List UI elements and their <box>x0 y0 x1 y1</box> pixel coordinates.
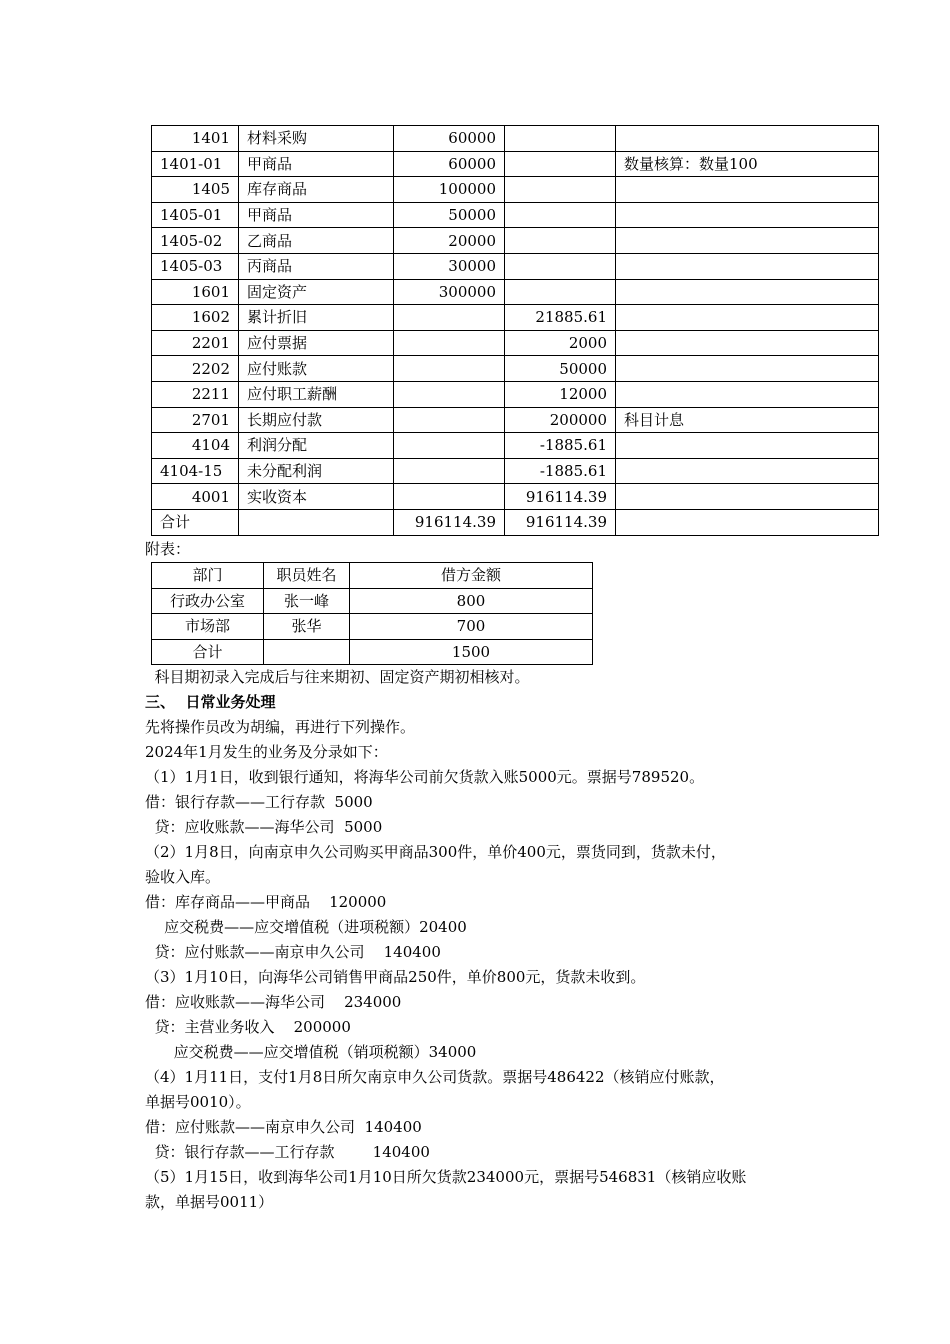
credit-amount-cell <box>505 177 616 203</box>
text-line: 贷：主营业务收入 200000 <box>145 1018 351 1036</box>
header-employee-name: 职员姓名 <box>264 563 350 589</box>
debit-amount-cell <box>394 356 505 382</box>
account-code-cell: 1405-02 <box>152 228 239 254</box>
debit-amount-cell: 700 <box>350 614 593 640</box>
account-code-cell: 2211 <box>152 381 239 407</box>
balance-row <box>152 356 879 382</box>
attachment-table <box>151 562 593 665</box>
debit-amount-cell <box>394 407 505 433</box>
account-name-cell <box>239 509 394 535</box>
debit-amount-cell <box>394 381 505 407</box>
credit-amount-cell: 916114.39 <box>505 484 616 510</box>
employee-name-cell: 张华 <box>264 614 350 640</box>
note-cell <box>616 279 879 305</box>
text-line: 验收入库。 <box>145 868 221 886</box>
text-line: 2024年1月发生的业务及分录如下： <box>145 743 388 761</box>
balance-row <box>152 279 879 305</box>
debit-amount-cell <box>394 330 505 356</box>
note-cell <box>616 126 879 152</box>
text-line: 贷：应收账款——海华公司 5000 <box>145 818 383 836</box>
note-cell <box>616 509 879 535</box>
text-line: 贷：银行存款——工行存款 140400 <box>145 1143 430 1161</box>
credit-amount-cell <box>505 126 616 152</box>
credit-amount-cell: -1885.61 <box>505 433 616 459</box>
text-line: 借：库存商品——甲商品 120000 <box>145 893 387 911</box>
note-cell <box>616 305 879 331</box>
credit-amount-cell: 200000 <box>505 407 616 433</box>
account-code-cell: 2201 <box>152 330 239 356</box>
debit-amount-cell: 800 <box>350 588 593 614</box>
credit-amount-cell: -1885.61 <box>505 458 616 484</box>
credit-amount-cell <box>505 202 616 228</box>
note-cell <box>616 202 879 228</box>
credit-amount-cell: 50000 <box>505 356 616 382</box>
credit-amount-cell <box>505 253 616 279</box>
account-code-cell: 1405-01 <box>152 202 239 228</box>
account-name-cell: 甲商品 <box>239 151 394 177</box>
text-line: 单据号0010）。 <box>145 1093 251 1111</box>
account-code-cell: 1602 <box>152 305 239 331</box>
account-code-cell: 4104-15 <box>152 458 239 484</box>
text-line: 科目期初录入完成后与往来期初、固定资产期初相核对。 <box>145 668 530 686</box>
account-code-cell: 4104 <box>152 433 239 459</box>
balance-row <box>152 151 879 177</box>
note-cell <box>616 381 879 407</box>
account-name-cell: 丙商品 <box>239 253 394 279</box>
debit-amount-cell: 60000 <box>394 151 505 177</box>
employee-name-cell: 张一峰 <box>264 588 350 614</box>
account-code-cell: 2202 <box>152 356 239 382</box>
header-debit-amount: 借方金额 <box>350 563 593 589</box>
debit-amount-cell: 1500 <box>350 639 593 665</box>
debit-amount-cell: 50000 <box>394 202 505 228</box>
credit-amount-cell: 21885.61 <box>505 305 616 331</box>
account-name-cell: 应付账款 <box>239 356 394 382</box>
text-line: 款，单据号0011） <box>145 1193 274 1211</box>
credit-amount-cell <box>505 279 616 305</box>
balance-row <box>152 228 879 254</box>
balance-row <box>152 305 879 331</box>
account-name-cell: 材料采购 <box>239 126 394 152</box>
opening-balance-table-body <box>152 126 879 536</box>
account-name-cell: 甲商品 <box>239 202 394 228</box>
attachment-row <box>152 639 593 665</box>
department-cell: 市场部 <box>152 614 264 640</box>
account-code-cell: 合计 <box>152 509 239 535</box>
department-cell: 行政办公室 <box>152 588 264 614</box>
balance-row <box>152 433 879 459</box>
note-cell: 数量核算：数量100 <box>616 151 879 177</box>
attachment-row <box>152 614 593 640</box>
credit-amount-cell <box>505 228 616 254</box>
balance-row <box>152 253 879 279</box>
attachment-row <box>152 588 593 614</box>
employee-name-cell <box>264 639 350 665</box>
debit-amount-cell: 100000 <box>394 177 505 203</box>
debit-amount-cell: 20000 <box>394 228 505 254</box>
balance-row <box>152 381 879 407</box>
business-text <box>145 665 845 1215</box>
note-cell: 科目计息 <box>616 407 879 433</box>
credit-amount-cell: 12000 <box>505 381 616 407</box>
text-line: （2）1月8日，向南京申久公司购买甲商品300件，单价400元，票货同到，货款未付， <box>145 843 726 861</box>
account-name-cell: 未分配利润 <box>239 458 394 484</box>
text-line: 借：银行存款——工行存款 5000 <box>145 793 373 811</box>
account-name-cell: 应付票据 <box>239 330 394 356</box>
balance-row <box>152 177 879 203</box>
attachment-header-row <box>152 563 593 589</box>
debit-amount-cell <box>394 305 505 331</box>
text-line: （1）1月1日，收到银行通知，将海华公司前欠货款入账5000元。票据号789520。 <box>145 768 705 786</box>
balance-row <box>152 484 879 510</box>
debit-amount-cell <box>394 458 505 484</box>
balance-row <box>152 458 879 484</box>
debit-amount-cell: 916114.39 <box>394 509 505 535</box>
debit-amount-cell: 60000 <box>394 126 505 152</box>
text-line: 先将操作员改为胡编，再进行下列操作。 <box>145 718 416 736</box>
account-name-cell: 应付职工薪酬 <box>239 381 394 407</box>
note-cell <box>616 458 879 484</box>
text-line: 贷：应付账款——南京申久公司 140400 <box>145 943 441 961</box>
balance-row <box>152 126 879 152</box>
balance-row <box>152 509 879 535</box>
note-cell <box>616 253 879 279</box>
note-cell <box>616 484 879 510</box>
text-line: 应交税费——应交增值税（进项税额）20400 <box>145 918 467 936</box>
credit-amount-cell <box>505 151 616 177</box>
attachment-label: 附表： <box>145 540 191 558</box>
account-name-cell: 利润分配 <box>239 433 394 459</box>
account-name-cell: 固定资产 <box>239 279 394 305</box>
note-cell <box>616 356 879 382</box>
text-line: 借：应收账款——海华公司 234000 <box>145 993 402 1011</box>
text-line: （5）1月15日，收到海华公司1月10日所欠货款234000元，票据号546831（核销应收账 <box>145 1168 747 1186</box>
account-name-cell: 实收资本 <box>239 484 394 510</box>
note-cell <box>616 330 879 356</box>
account-code-cell: 2701 <box>152 407 239 433</box>
account-code-cell: 1601 <box>152 279 239 305</box>
balance-row <box>152 330 879 356</box>
account-name-cell: 乙商品 <box>239 228 394 254</box>
credit-amount-cell: 916114.39 <box>505 509 616 535</box>
text-line: 借：应付账款——南京申久公司 140400 <box>145 1118 422 1136</box>
debit-amount-cell: 300000 <box>394 279 505 305</box>
account-name-cell: 累计折旧 <box>239 305 394 331</box>
account-code-cell: 1405 <box>152 177 239 203</box>
account-name-cell: 库存商品 <box>239 177 394 203</box>
attachment-table-body <box>152 588 593 665</box>
balance-row <box>152 202 879 228</box>
text-line: （4）1月11日，支付1月8日所欠南京申久公司货款。票据号486422（核销应付账款， <box>145 1068 725 1086</box>
opening-balance-table <box>151 125 879 536</box>
section-heading: 三、 日常业务处理 <box>145 693 276 711</box>
debit-amount-cell: 30000 <box>394 253 505 279</box>
account-code-cell: 1405-03 <box>152 253 239 279</box>
credit-amount-cell: 2000 <box>505 330 616 356</box>
header-department: 部门 <box>152 563 264 589</box>
text-line: （3）1月10日，向海华公司销售甲商品250件，单价800元，货款未收到。 <box>145 968 646 986</box>
note-cell <box>616 433 879 459</box>
note-cell <box>616 228 879 254</box>
account-code-cell: 4001 <box>152 484 239 510</box>
account-code-cell: 1401-01 <box>152 151 239 177</box>
account-code-cell: 1401 <box>152 126 239 152</box>
department-cell: 合计 <box>152 639 264 665</box>
debit-amount-cell <box>394 484 505 510</box>
text-line: 应交税费——应交增值税（销项税额）34000 <box>145 1043 477 1061</box>
balance-row <box>152 407 879 433</box>
note-cell <box>616 177 879 203</box>
account-name-cell: 长期应付款 <box>239 407 394 433</box>
debit-amount-cell <box>394 433 505 459</box>
